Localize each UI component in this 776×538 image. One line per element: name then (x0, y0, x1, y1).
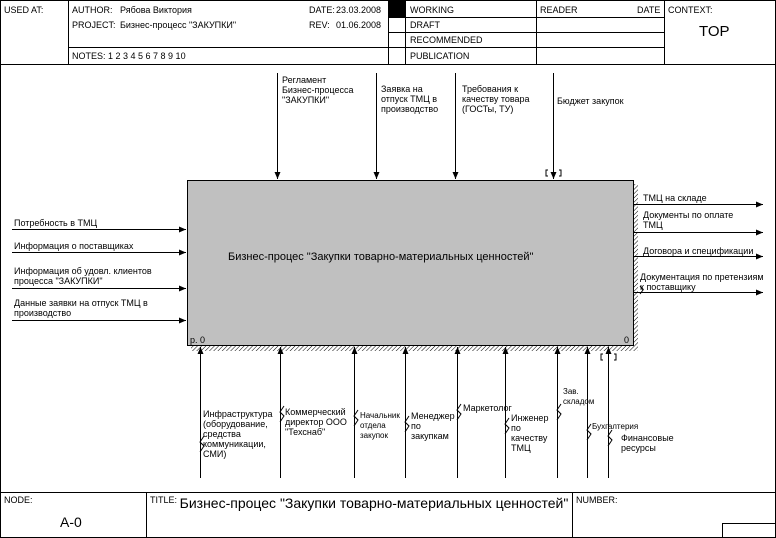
control-label-1: Регламент Бизнес-процесса "ЗАКУПКИ" (282, 75, 354, 105)
output-label-4: Документация по претензиям к поставщику (640, 272, 764, 292)
input-label-3: Информация об удовл. клиентов процесса "ЗАКУПКИ" (14, 266, 152, 286)
author-value: Рябова Виктория (120, 5, 192, 15)
status-publication: PUBLICATION (410, 51, 470, 61)
date-value: 23.03.2008 (336, 5, 382, 15)
mechanism-label-9: Финансовые ресурсы (621, 433, 674, 453)
used-at-label: USED AT: (4, 5, 44, 15)
activity-box (188, 181, 634, 346)
number-label: NUMBER: (576, 495, 618, 505)
mechanism-label-7: Зав. складом (563, 387, 595, 406)
rev-label: REV: (309, 20, 330, 30)
rev-value: 01.06.2008 (336, 20, 382, 30)
status-working: WORKING (410, 5, 454, 15)
control-label-2: Заявка на отпуск ТМЦ в производство (381, 84, 439, 114)
output-label-2: Документы по оплате ТМЦ (643, 210, 734, 230)
project-label: PROJECT: (72, 20, 116, 30)
status-recommended: RECOMMENDED (410, 35, 483, 45)
context-value: TOP (699, 23, 730, 40)
activity-number: 0 (624, 335, 630, 345)
mechanism-label-5: Маркетолог (463, 403, 512, 413)
control-label-3: Требования к качеству товара (ГОСТы, ТУ) (462, 84, 530, 114)
output-label-1: ТМЦ на складе (643, 193, 707, 203)
footer-title: Бизнес-процес "Закупки товарно-материальных ценностей" (179, 495, 569, 511)
notes-list: NOTES: 1 2 3 4 5 6 7 8 9 10 (72, 51, 186, 61)
title-label: TITLE: (150, 495, 178, 505)
input-label-1: Потребность в ТМЦ (14, 218, 98, 228)
input-label-2: Информация о поставщиках (14, 241, 134, 251)
node-label: NODE: (4, 495, 33, 505)
control-label-4: Бюджет закупок (557, 96, 624, 106)
node-value: A-0 (60, 514, 82, 530)
activity-title: Бизнес-процес "Закупки товарно-материальных ценностей" (228, 251, 534, 263)
author-label: AUTHOR: (72, 5, 113, 15)
project-value: Бизнес-процесс "ЗАКУПКИ" (120, 20, 237, 30)
date-label: DATE: (309, 5, 335, 15)
mechanism-label-6: Инженер по качеству ТМЦ (511, 413, 549, 453)
reader-date-label: DATE (637, 5, 661, 15)
working-status-marker (389, 1, 405, 17)
mechanism-label-1: Инфраструктура (оборудование, средства коммуникации, СМИ) (203, 409, 273, 459)
mechanism-label-3: Начальник отдела закупок (360, 411, 400, 440)
context-label: CONTEXT: (668, 5, 713, 15)
activity-cost: р. 0 (190, 335, 206, 345)
mechanism-label-8: Бухгалтерия (592, 422, 639, 431)
mechanism-label-4: Менеджер по закупкам (411, 411, 455, 441)
reader-label: READER (540, 5, 578, 15)
input-label-4: Данные заявки на отпуск ТМЦ в производство (14, 298, 148, 318)
mechanism-label-2: Коммерческий директор ООО "Техснаб" (285, 407, 347, 437)
output-label-3: Договора и спецификации (643, 246, 754, 256)
status-draft: DRAFT (410, 20, 440, 30)
